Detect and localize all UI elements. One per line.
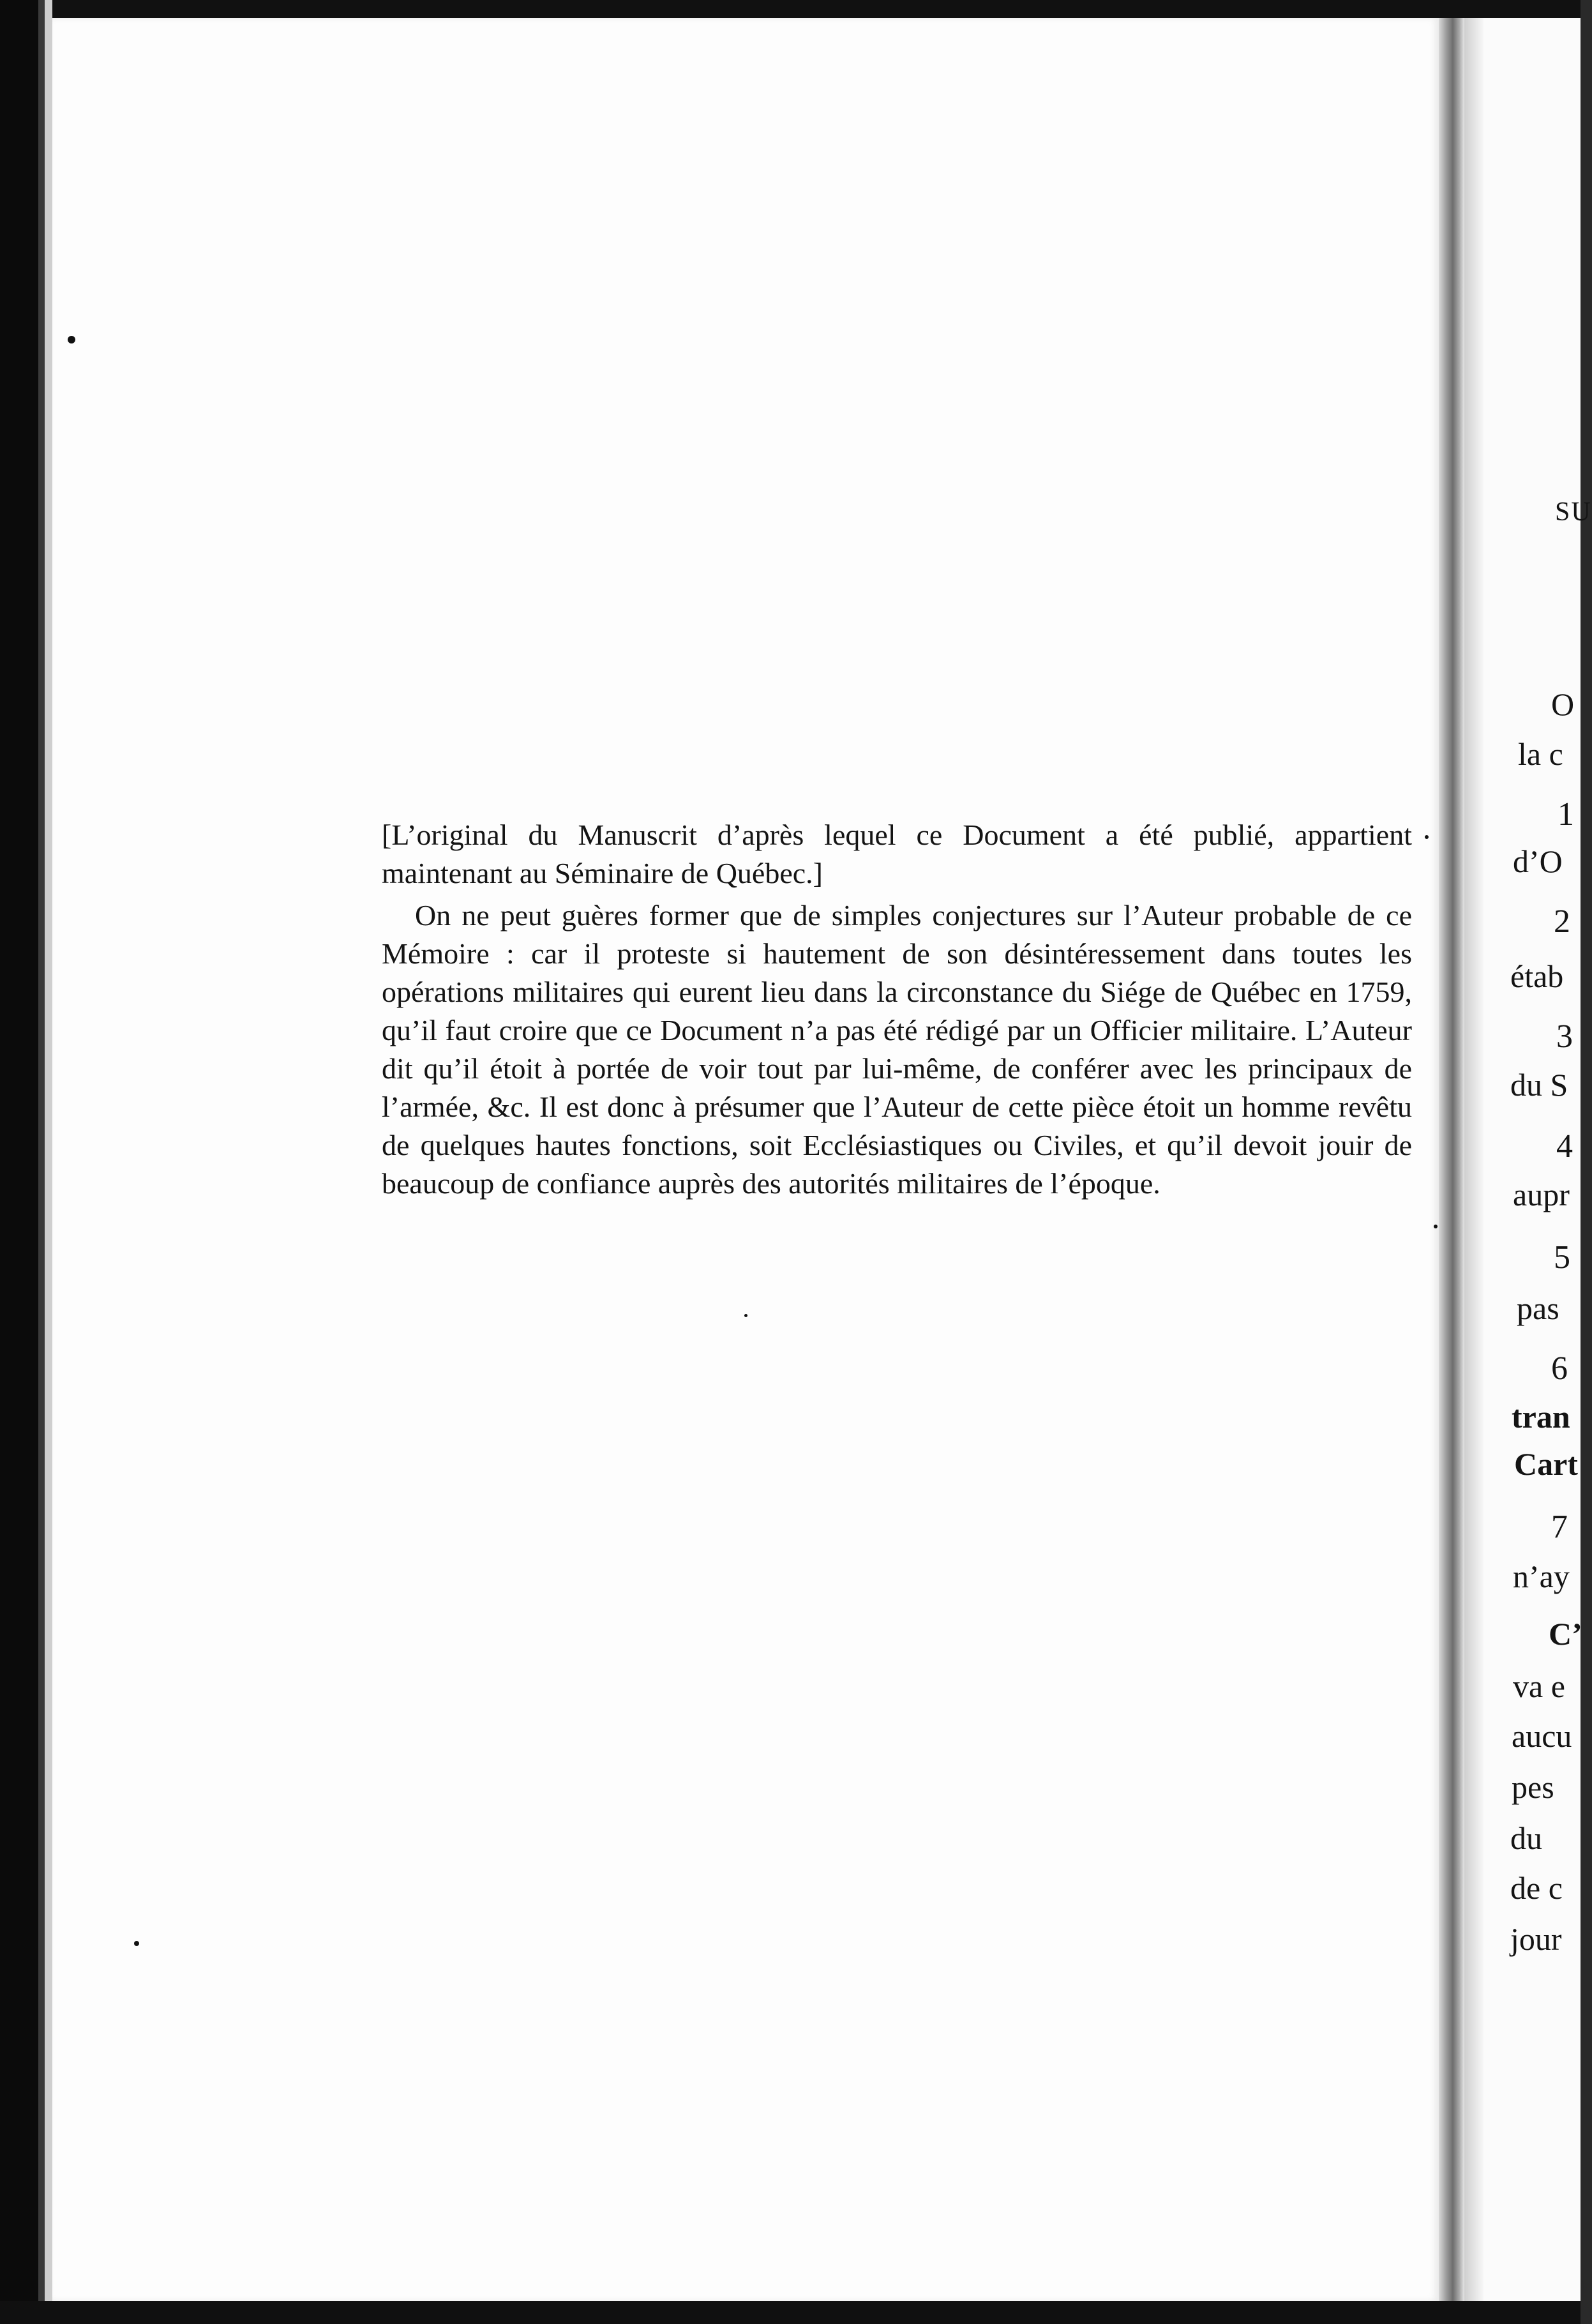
manuscript-note [382, 816, 1412, 1203]
dust-speck [744, 1314, 747, 1317]
right-page-fragment: SU [1555, 497, 1592, 527]
dust-speck [68, 336, 75, 343]
right-page-fragment: 7 [1551, 1509, 1568, 1545]
right-page-fragment: pes [1512, 1769, 1554, 1805]
scan-border-left [0, 0, 52, 2324]
right-page-fragment: aucu [1512, 1718, 1572, 1754]
right-page-fragment: jour [1510, 1921, 1562, 1957]
right-page-fragment: la c [1518, 736, 1563, 772]
scan-border-bottom [0, 2301, 1581, 2324]
book-gutter [1439, 18, 1464, 2301]
right-page-fragment: 3 [1556, 1018, 1573, 1055]
dust-speck [1434, 1225, 1438, 1228]
right-page-fragment: 5 [1554, 1239, 1570, 1276]
right-page-fragment: 2 [1554, 903, 1570, 940]
right-page-fragment: du S [1510, 1067, 1568, 1103]
right-page-fragment: tran [1512, 1399, 1570, 1435]
right-page-fragment: va e [1513, 1668, 1565, 1704]
right-page-fragment: du [1510, 1820, 1542, 1856]
note-paragraph: On ne peut guères former que de simples conjectures sur l’Auteur probable de ce Mémoire : car il proteste si hautement de son désintéressement dans toutes les opérations militaires qui eurent lieu dans la circonstance du Siége de Québec en 1759, qu’il faut croire que ce Document n’a pas été rédigé par un Officier militaire. L’Auteur dit qu’il étoit à portée de voir tout par lui-même, de conférer avec les principaux de l’armée, &c. Il est donc à présumer que l’Auteur de cette pièce étoit un homme revêtu de quelques hautes fonctions, soit Ecclésiastiques ou Civiles, et qu’il devoit jouir de beaucoup de confiance auprès des autorités militaires de l’époque. [382, 899, 1412, 1200]
right-page-fragment: étab [1510, 958, 1564, 994]
right-page-fragment: Cart [1514, 1446, 1578, 1482]
scan-border-top [0, 0, 1581, 18]
right-page-fragment: de c [1510, 1870, 1563, 1906]
right-page-fragment: C’ [1549, 1616, 1582, 1652]
right-page-fragment: aupr [1513, 1177, 1570, 1212]
dust-speck [134, 1941, 139, 1946]
right-page-fragment: O [1551, 686, 1575, 722]
note-paragraph: [L’original du Manuscrit d’après lequel ce Document a été publié, appartient maintenant au Séminaire de Québec.] [382, 819, 1412, 889]
right-page-fragment: pas [1517, 1290, 1559, 1326]
right-page-fragment: 1 [1558, 796, 1574, 833]
right-page-fragment: d’O [1513, 843, 1563, 879]
gutter-shadow [1464, 18, 1483, 2301]
right-page-fragment: n’ay [1513, 1558, 1570, 1594]
right-page-fragment: 4 [1556, 1128, 1573, 1165]
right-page-fragment: 6 [1551, 1350, 1568, 1387]
dust-speck [1425, 835, 1429, 839]
